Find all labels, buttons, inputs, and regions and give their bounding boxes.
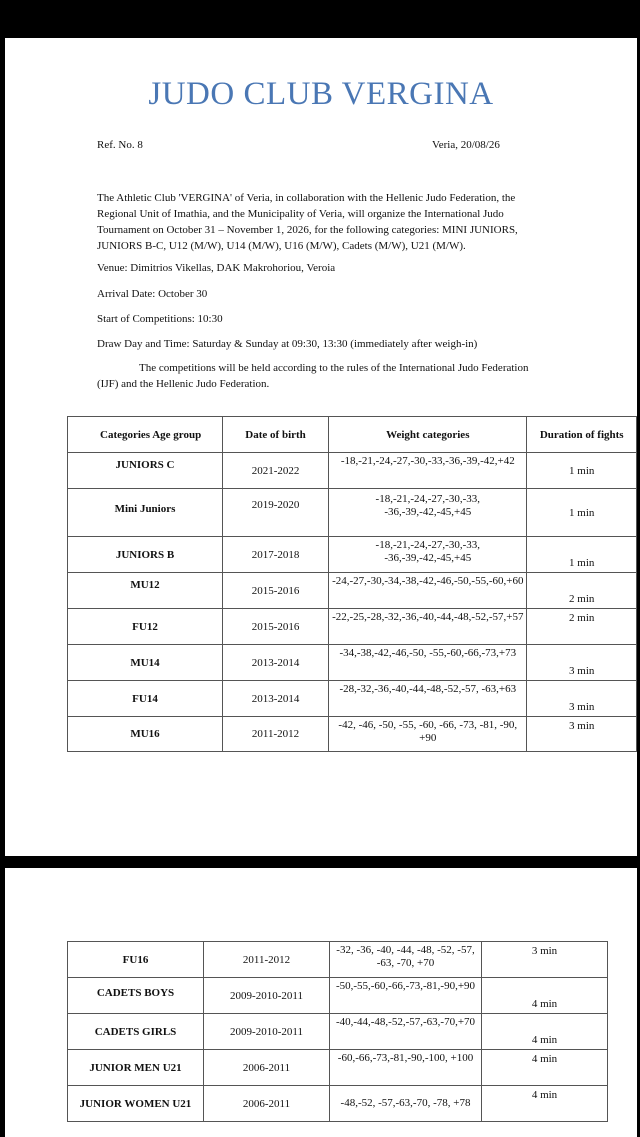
table-row <box>68 645 637 681</box>
table-row <box>68 717 637 752</box>
table-row <box>68 681 637 717</box>
header-birth: Date of birth <box>223 417 329 453</box>
document-date: Veria, 20/08/26 <box>432 139 500 151</box>
table-row <box>68 1050 608 1086</box>
document-page-2 <box>5 868 637 1137</box>
categories-table-continued <box>67 941 608 1122</box>
row-birth: 2021-2022 <box>223 453 329 489</box>
row-duration: 1 min <box>527 489 637 537</box>
table-row <box>68 489 637 537</box>
row-weight: -24,-27,-30,-34,-38,-42,-46,-50,-55,-60,+60 <box>329 573 527 609</box>
row-category: FU12 <box>68 609 223 645</box>
row-category: FU16 <box>68 942 204 978</box>
row-birth: 2009-2010-2011 <box>204 1014 330 1050</box>
row-weight: -18,-21,-24,-27,-30,-33, -36,-39,-42,-45,+45 <box>329 537 527 573</box>
row-weight: -48,-52, -57,-63,-70, -78, +78 <box>330 1086 482 1122</box>
row-duration: 2 min <box>527 573 637 609</box>
document-page-1 <box>5 38 637 856</box>
row-duration: 4 min <box>482 1086 608 1122</box>
row-weight: -34,-38,-42,-46,-50, -55,-60,-66,-73,+73 <box>329 645 527 681</box>
row-birth: 2006-2011 <box>204 1050 330 1086</box>
table-header-row <box>68 417 637 453</box>
table-row <box>68 978 608 1014</box>
row-birth: 2011-2012 <box>204 942 330 978</box>
row-weight: -60,-66,-73,-81,-90,-100, +100 <box>330 1050 482 1086</box>
reference-number: Ref. No. 8 <box>97 139 143 151</box>
row-category: JUNIOR MEN U21 <box>68 1050 204 1086</box>
row-birth: 2019-2020 <box>223 489 329 537</box>
row-category: MU12 <box>68 573 223 609</box>
table-row <box>68 537 637 573</box>
table-row <box>68 609 637 645</box>
row-birth: 2011-2012 <box>223 717 329 752</box>
venue-line: Venue: Dimitrios Vikellas, DAK Makrohoriou, Veroia <box>97 262 336 274</box>
table-row <box>68 573 637 609</box>
row-weight: -28,-32,-36,-40,-44,-48,-52,-57, -63,+63 <box>329 681 527 717</box>
arrival-line: Arrival Date: October 30 <box>97 288 208 300</box>
row-birth: 2015-2016 <box>223 609 329 645</box>
club-title: JUDO CLUB VERGINA <box>148 76 494 112</box>
row-duration: 4 min <box>482 1014 608 1050</box>
row-category: Mini Juniors <box>68 489 223 537</box>
header-duration: Duration of fights <box>527 417 637 453</box>
row-birth: 2013-2014 <box>223 645 329 681</box>
row-weight: -42, -46, -50, -55, -60, -66, -73, -81, -90, +90 <box>329 717 527 752</box>
row-weight: -50,-55,-60,-66,-73,-81,-90,+90 <box>330 978 482 1014</box>
row-category: JUNIOR WOMEN U21 <box>68 1086 204 1122</box>
table-row <box>68 1014 608 1050</box>
row-weight: -18,-21,-24,-27,-30,-33, -36,-39,-42,-45,+45 <box>329 489 527 537</box>
row-birth: 2006-2011 <box>204 1086 330 1122</box>
row-duration: 3 min <box>482 942 608 978</box>
row-birth: 2015-2016 <box>223 573 329 609</box>
row-duration: 3 min <box>527 717 637 752</box>
header-weight: Weight categories <box>329 417 527 453</box>
row-birth: 2013-2014 <box>223 681 329 717</box>
row-duration: 3 min <box>527 645 637 681</box>
row-birth: 2009-2010-2011 <box>204 978 330 1014</box>
row-category: MU16 <box>68 717 223 752</box>
row-category: JUNIORS C <box>68 453 223 489</box>
row-duration: 3 min <box>527 681 637 717</box>
row-weight: -40,-44,-48,-52,-57,-63,-70,+70 <box>330 1014 482 1050</box>
table-row <box>68 453 637 489</box>
row-duration: 2 min <box>527 609 637 645</box>
row-weight: -32, -36, -40, -44, -48, -52, -57, -63, -70, +70 <box>330 942 482 978</box>
rules-paragraph: The competitions will be held according to the rules of the International Judo Federation (IJF) and the Hellenic Judo Federation. <box>97 362 529 390</box>
row-duration: 4 min <box>482 978 608 1014</box>
categories-table <box>67 416 637 752</box>
row-duration: 1 min <box>527 453 637 489</box>
header-category: Categories Age group <box>68 417 223 453</box>
start-line: Start of Competitions: 10:30 <box>97 313 223 325</box>
row-category: FU14 <box>68 681 223 717</box>
row-birth: 2017-2018 <box>223 537 329 573</box>
row-weight: -22,-25,-28,-32,-36,-40,-44,-48,-52,-57,+57 <box>329 609 527 645</box>
row-weight: -18,-21,-24,-27,-30,-33,-36,-39,-42,+42 <box>329 453 527 489</box>
table-row <box>68 1086 608 1122</box>
draw-line: Draw Day and Time: Saturday & Sunday at 09:30, 13:30 (immediately after weigh-in) <box>97 338 478 350</box>
row-duration: 4 min <box>482 1050 608 1086</box>
row-category: CADETS BOYS <box>68 978 204 1014</box>
row-category: JUNIORS B <box>68 537 223 573</box>
row-category: CADETS GIRLS <box>68 1014 204 1050</box>
row-category: MU14 <box>68 645 223 681</box>
row-duration: 1 min <box>527 537 637 573</box>
intro-paragraph: The Athletic Club 'VERGINA' of Veria, in collaboration with the Hellenic Judo Federation, the Regional Unit of Imathia, and the Municipality of Veria, will organize the International Judo Tournament on October 31 – November 1, 2026, for the following categories: MINI JUNIORS, JUNIORS B-C, U12 (M/W), U14 (M/W), U16 (M/W), Cadets (M/W), U21 (M/W). <box>97 192 518 252</box>
table-row <box>68 942 608 978</box>
